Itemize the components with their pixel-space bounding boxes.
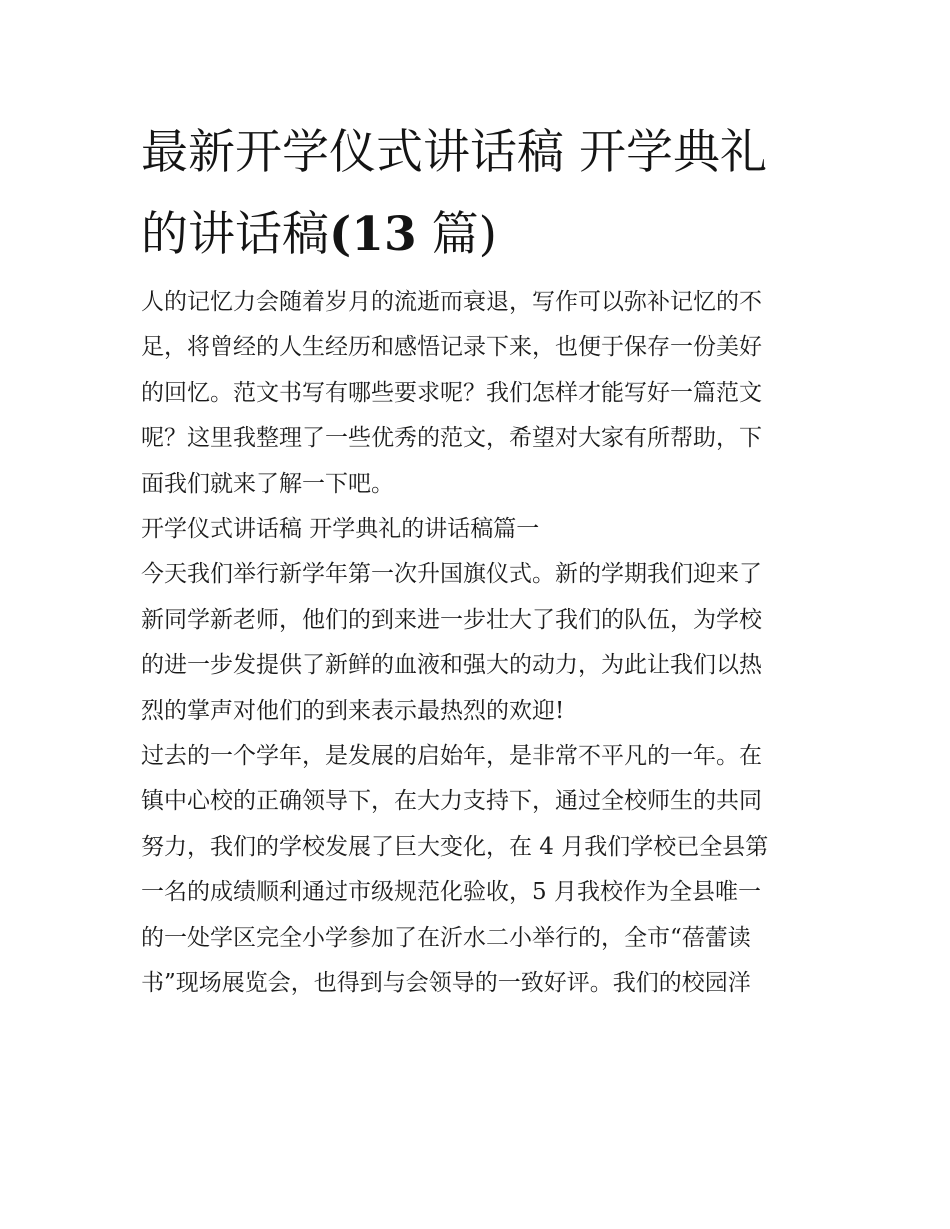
speech-paragraph-2: [141, 734, 813, 1006]
speech-line: 今天我们举行新学年第一次升国旗仪式。新的学期我们迎来了: [141, 561, 762, 588]
intro-line: 的回忆。范文书写有哪些要求呢？我们怎样才能写好一篇范文: [141, 379, 762, 406]
title-count: (13: [329, 207, 417, 262]
section-heading-text: 开学仪式讲话稿 开学典礼的讲话稿篇一: [141, 516, 540, 543]
speech-line: 书”现场展览会，也得到与会领导的一致好评。我们的校园洋: [141, 970, 751, 997]
title-count-suffix: 篇): [416, 207, 497, 262]
speech-paragraph-1: [141, 552, 813, 734]
title-line-1: 最新开学仪式讲话稿 开学典礼: [141, 125, 767, 180]
title-line-2: [141, 194, 821, 276]
document-title: [141, 112, 821, 276]
speech-line: 的一处学区完全小学参加了在沂水二小举行的，全市“蓓蕾读: [141, 924, 751, 951]
title-line-2-text: 的讲话稿: [141, 207, 329, 262]
intro-paragraph: [141, 280, 813, 507]
speech-line: 新同学新老师，他们的到来进一步壮大了我们的队伍，为学校: [141, 606, 762, 633]
speech-line: 努力，我们的学校发展了巨大变化，在 4 月我们学校已全县第: [141, 833, 769, 860]
intro-line: 人的记忆力会随着岁月的流逝而衰退，写作可以弥补记忆的不: [141, 289, 762, 315]
section-heading: [141, 507, 813, 552]
speech-line: 烈的掌声对他们的到来表示最热烈的欢迎!: [141, 697, 565, 724]
speech-line: 过去的一个学年，是发展的启始年，是非常不平凡的一年。在: [141, 743, 762, 770]
speech-line: 的进一步发提供了新鲜的血液和强大的动力，为此让我们以热: [141, 652, 762, 679]
speech-line: 一名的成绩顺利通过市级规范化验收，5 月我校作为全县唯一: [141, 879, 761, 906]
speech-line: 镇中心校的正确领导下，在大力支持下，通过全校师生的共同: [141, 788, 762, 815]
document-body: [141, 280, 813, 1007]
intro-line: 面我们就来了解一下吧。: [141, 470, 394, 497]
intro-line: 呢？这里我整理了一些优秀的范文，希望对大家有所帮助，下: [141, 425, 762, 452]
intro-line: 足，将曾经的人生经历和感悟记录下来，也便于保存一份美好: [141, 334, 762, 361]
